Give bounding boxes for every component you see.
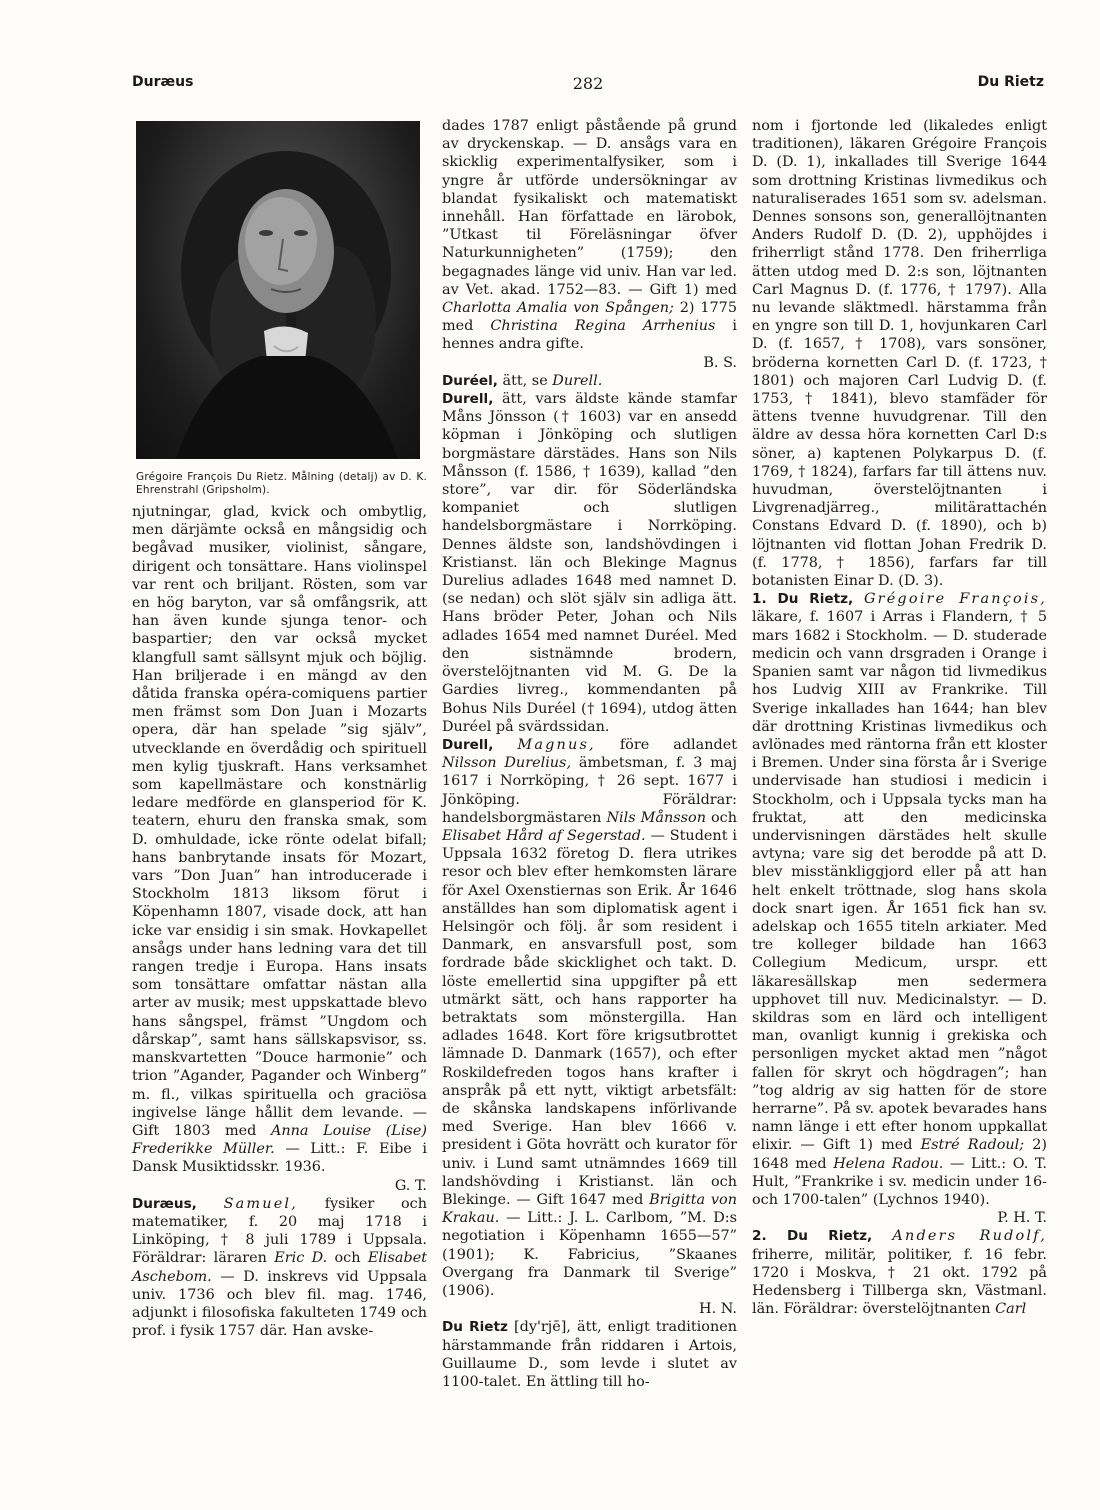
paragraph-col1-continuation: njutningar, glad, kvick och ombytlig, men därjämte också en mångsidig och begåvad musiker, violinist, sångare, dirigent och tonsättare. Hans violinspel var rent och briljant. Rösten, som var en hög baryton, var så omfångsrik, att han även kunde sjunga tenor- och baspartier; den var också mycket klangfull samt sällsynt mjuk och böjlig. Han briljerade i en mängd av den dåtida franska opéra-comiquens partier men främst som Don Juan i Mozarts opera, där han spelade ”sig själv”, utvecklande en överdådig och spirituell men kylig tjuskraft. Hans verksamhet som kapellmästare och konstnärlig ledare medförde en glansperiod för K. teatern, ehuru den franska smak, som D. omhuldade, icke rönte odelat bifall; hans banbrytande insats för Mozart, vars ”Don Juan” han introducerade i Stockholm 1813 liksom förut i Köpenhamn 1807, visade dock, att han icke var ensidig i sin smak. Hovkapellet ansågs under hans ledning vara det till rangen tredje i Europa. Hans insats som tonsättare omfattar nästan alla arter av musik; mest uppskattade blevo hans sångspel, främst ”Ungdom och dårskap”, samt hans sällskapsvisor, ss. manskvartetten ”Douce harmonie” och trion ”Agander, Pagander och Winberg” m. fl., vilkas spirituella och graciösa ingivelse länge hållit dem levande. — Gift 1803 med Anna Louise (Lise) Frederikke Müller. — Litt.: F. Eibe i Dansk Musiktidsskr. 1936. G. T.: [132, 504, 428, 1194]
header-left-keyword: Duræus: [132, 74, 194, 90]
entry-headword: Durell,: [442, 391, 494, 408]
page-number: 282: [572, 74, 604, 93]
signature: B. S.: [703, 354, 737, 371]
entry-durell-family: Durell, ätt, vars äldste kände stamfar Måns Jönsson († 1603) var en ansedd köpman i Jönköping och slutligen borgmästare därstädes. Hans son Nils Månsson (f. 1586, † 1639), kallad ”den store”, var dir. för Söderländska kompaniet och slutligen handelsborgmästare i Norrköping. Dennes äldste son, landshövdingen i Kristianst. län och Blekinge Magnus Durelius adlades 1648 med namnet D. (se nedan) och slöt själv sin adliga ätt. Hans bröder Peter, Johan och Nils adlades 1654 med namnet Duréel. Med den sistnämnde brodern, överstelöjtnanten vid M. G. De la Gardies livreg., kommendanten på Bohus Nils Duréel († 1694), utdog ätten Duréel på svärdssidan.: [442, 391, 737, 735]
entry-headword: 2. Du Rietz,: [752, 1228, 873, 1245]
portrait-image: [136, 121, 420, 459]
column-1: [132, 117, 427, 1340]
entry-headword: Durell,: [442, 736, 494, 753]
signature: H. N.: [699, 1301, 737, 1318]
entry-headword: Duréel,: [442, 372, 498, 389]
portrait-figure: [136, 121, 420, 459]
entry-duraeus-continuation: dades 1787 enligt påstående på grund av dryckenskap. — D. ansågs vara en skicklig experimentalfysiker, som i yngre år utförde undersökningar av blandat fysikaliskt och matematiskt innehåll. Han författade en lärobok, ”Utkast til Föreläsningar öfver Naturkunnigheten” (1759); den begagnades länge vid univ. Han var led. av Vet. akad. 1752—83. — Gift 1) med Charlotta Amalia von Spången; 2) 1775 med Christina Regina Arrhenius i hennes andra gifte. B. S.: [442, 118, 737, 371]
entry-durell-magnus: Durell, Magnus, före adlandet Nilsson Durelius, ämbetsman, f. 3 maj 1617 i Norrköping, † 26 sept. 1677 i Jönköping. Föräldrar: handelsborgmästaren Nils Månsson och Elisabet Hård af Segerstad. — Student i Uppsala 1632 företog D. flera utrikes resor och blev efter hemkomsten lärare för Axel Oxenstiernas son Erik. År 1646 anställdes han som diplomatisk agent i Helsingör och följ. år som resident i Danmark, en ansvarsfull post, som fordrade både skicklighet och takt. D. löste emellertid sina uppgifter på ett utmärkt sätt, och hans rapporter ha betraktats som mönstergilla. Han adlades 1648. Kort före krigsutbrottet lämnade D. Danmark (1657), och efter Roskildefreden togos hans krafter i anspråk på ett nytt, viktigt arbetsfält: de skånska landskapens införlivande med Sverige. Han blev 1666 v. president i Göta hovrätt och kurator för univ. i Lund samt utnämndes 1669 till landshövding i Kristianst. län och Blekinge. — Gift 1647 med Brigitta von Krakau. — Litt.: J. L. Carlbom, ”M. D:s negotiation i Köpenhamn 1655—57” (1901); K. Fabricius, ”Skaanes Overgang fra Danmark til Sverige” (1906). H. N.: [442, 736, 737, 1318]
entry-du-rietz-family-continuation: nom i fjortonde led (likaledes enligt traditionen), läkaren Grégoire François D. (D. 1), inkallades till Sverige 1644 som drottning Kristinas livmedikus och naturaliserades 1651 som sv. adelsman. Dennes sonsons son, generallöjtnanten Anders Rudolf D. (D. 2), upphöjdes i friherrligt stånd 1778. Den friherrliga ätten utdog med D. 2:s son, löjtnanten Carl Magnus D. (f. 1776, † 1797). Alla nu levande släktmedl. härstamma från en yngre son till D. 1, hovjunkaren Carl D. (f. 1657, † 1708), vars sonsöner, bröderna kornetten Carl D. (f. 1723, † 1801) och majoren Carl Ludvig D. (f. 1753, † 1841), blevo stamfäder för ättens tvenne huvudgrenar. Till den äldre av dessa höra kornetten Carl D:s söner, a) kaptenen Polykarpus D. (f. 1769, † 1824), farfars far till ättens nuv. huvudman, överstelöjtnanten i Livgrenadjärreg., militärattachén Constans Edvard D. (f. 1890), och b) löjtnanten vid flottan Johan Fredrik D. (f. 1778, † 1856), farfars far till botanisten Einar D. (D. 3).: [752, 118, 1047, 590]
entry-du-rietz-family: Du Rietz [dy'rjē], ätt, enligt traditionen härstammande från riddaren i Artois, Guillaume D., som levde i slutet av 1100-talet. En ättling till ho-: [442, 1319, 737, 1391]
entry-headword: Du Rietz: [442, 1319, 508, 1336]
entry-duraeus-samuel: Duræus, Samuel, fysiker och matematiker, f. 20 maj 1718 i Linköping, † 8 juli 1789 i Uppsala. Föräldrar: läraren Eric D. och Elisabet Aschebom. — D. inskrevs vid Uppsala univ. 1736 och blev fil. mag. 1746, adjunkt i filosofiska fakulteten 1749 och prof. i fysik 1757 där. Han avske-: [132, 1195, 427, 1340]
column-3: [752, 117, 1047, 1318]
signature: P. H. T.: [997, 1210, 1047, 1227]
column-2: [442, 117, 737, 1391]
portrait-caption: Grégoire François Du Rietz. Målning (detalj) av D. K. Ehrenstrahl (Gripsholm).: [136, 471, 427, 496]
entry-du-rietz-anders: 2. Du Rietz, Anders Rudolf, friherre, militär, politiker, f. 16 febr. 1720 i Moskva, † 21 okt. 1792 på Hedensberg i Tillberga skn, Västmanl. län. Föräldrar: överstelöjtnanten Carl: [752, 1228, 1047, 1318]
entry-headword: 1. Du Rietz,: [752, 591, 854, 608]
signature: G. T.: [394, 1177, 427, 1194]
entry-headword: Duræus,: [132, 1195, 197, 1212]
entry-dureel: Duréel, ätt, se Durell.: [442, 372, 603, 389]
header-right-keyword: Du Rietz: [977, 74, 1044, 90]
running-header: [132, 74, 1044, 96]
entry-du-rietz-gregoire: 1. Du Rietz, Grégoire François, läkare, f. 1607 i Arras i Flandern, † 5 mars 1682 i Stockholm. — D. studerade medicin och vann drsgraden i Orange i Spanien samt var någon tid livmedikus hos Ludvig XIII av Frankrike. Till Sverige inkallades han 1644; han blev där drottning Kristinas livmedikus och avlönades med räntorna från ett kloster i Bremen. Under sina första år i Sverige undervisade han studiosi i medicin i Stockholm, och i Uppsala tycks man ha fruktat, att den medicinska undervisningen därstädes helt skulle avtyna; vare sig det berodde på att D. blev misstänkliggjord eller på att han helt enkelt tröttnade, slog hans skola dock snart igen. År 1651 fick han sv. adelskap och 1655 titeln arkiater. Med tre kolleger bildade han 1663 Collegium Medicum, urspr. ett läkaresällskap men sedermera upphovet till nuv. Medicinalstyr. — D. skildras som en lärd och intelligent man, ovanligt kunnig i grekiska och personligen mycket aktad men ”något fallen för skryt och högdragen”; han ”tog aldrig av sig hatten för de store herrarne”. På sv. apotek bevarades hans namn länge i ett efter honom uppkallat elixir. — Gift 1) med Estré Radoul; 2) 1648 med Helena Radou. — Litt.: O. T. Hult, ”Frankrike i sv. medicin under 16- och 1700-talen” (Lychnos 1940). P. H. T.: [752, 591, 1047, 1227]
